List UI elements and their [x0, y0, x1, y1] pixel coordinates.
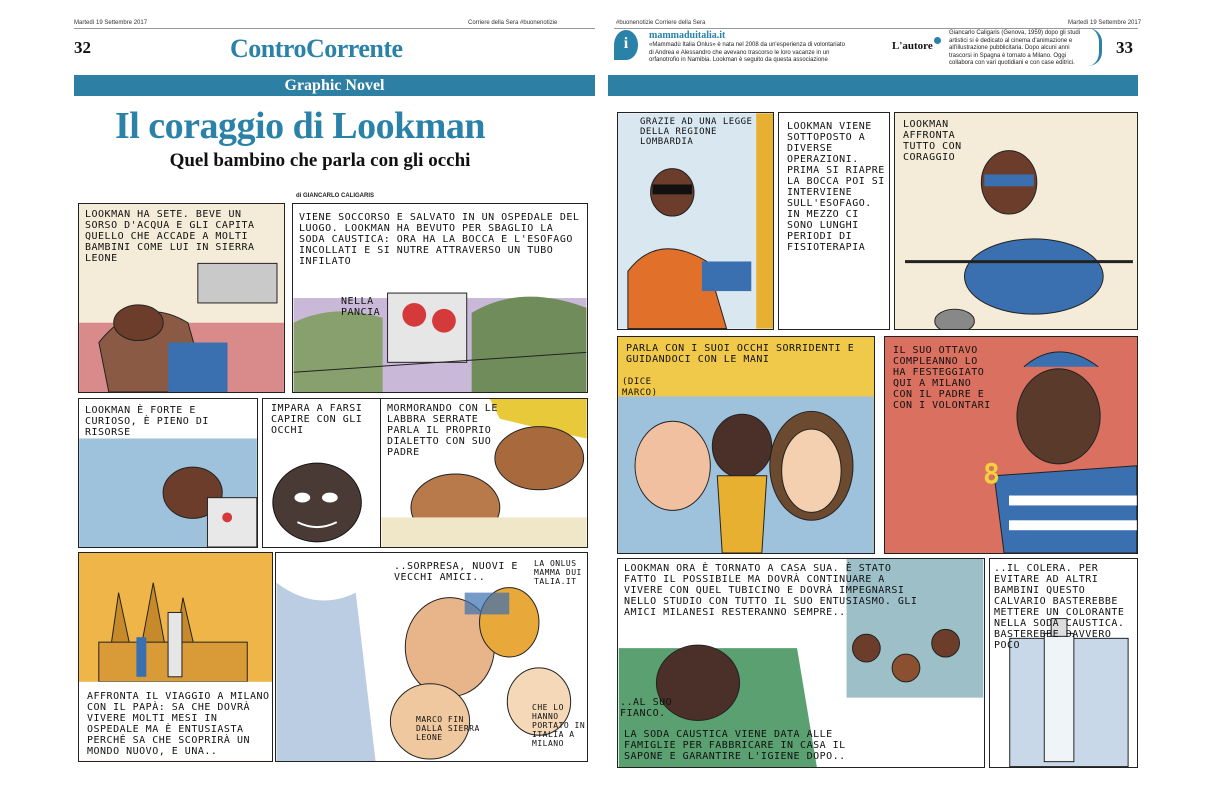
comic-panel-5	[380, 398, 588, 548]
left-running-head: Corriere della Sera #buonenotizie	[468, 20, 558, 26]
caption-panel-2: VIENE SOCCORSO E SALVATO IN UN OSPEDALE DEL LUOGO. LOOKMAN HA BEVUTO PER SBAGLIO LA SODA CAUSTICA: ORA HA LA BOCCA E L'ESOFAGO INCOLLATI E SI NUTRE ATTRAVERSO UN TUBO INFILATO	[299, 212, 580, 267]
author-text: Giancarlo Caligaris (Genova, 1959) dopo gli studi artistici si è dedicato al cinema d'animazione e all'illustrazione pubblicitaria. Dopo alcuni anni trascorsi in Spagna è tornato a Milano. Oggi collabora con vari quotidiani e con case editrici.	[949, 30, 1081, 66]
headline: Il coraggio di Lookman	[114, 105, 486, 147]
caption-panel-7d: CHE LO HANNO PORTATO IN ITALIA A MILANO	[532, 703, 586, 748]
caption-panel-r6c: LA SODA CAUSTICA VIENE DATA ALLE FAMIGLIE PER FABBRICARE IN CASA IL SAPONE E GARANTIRE L'IGIENE DOPO..	[624, 729, 846, 762]
kicker-bar	[74, 75, 595, 96]
comic-panel-r2	[778, 112, 890, 330]
comic-panel-r4	[617, 336, 875, 554]
bracket-decoration	[1088, 28, 1102, 66]
comic-panel-r5	[884, 336, 1138, 554]
comic-panel-7	[275, 552, 588, 762]
kicker: Graphic Novel	[284, 77, 385, 94]
caption-panel-7a: ..SORPRESA, NUOVI E VECCHI AMICI..	[394, 561, 518, 583]
caption-panel-1: LOOKMAN HA SETE. BEVE UN SORSO D'ACQUA E GLI CAPITA QUELLO CHE ACCADE A MOLTI BAMBINI COME LUI IN SIERRA LEONE	[85, 209, 255, 264]
right-page-number: 33	[1116, 38, 1133, 57]
caption-panel-7b: LA ONLUS MAMMA DUI TALIA.IT	[534, 559, 582, 586]
info-text: «Mammadù Italia Onlus» è nata nel 2008 da un'esperienza di volontariato di Andrea e Alessandro che avevano trascorso le loro vacanze in un orfanotrofio in Namibia. Lookman è seguito da questa associazione	[649, 42, 845, 63]
caption-panel-2b: NELLA PANCIA	[341, 296, 381, 318]
left-date: Martedì 19 Settembre 2017	[74, 20, 148, 26]
caption-panel-r6: LOOKMAN ORA È TORNATO A CASA SUA. È STATO FATTO IL POSSIBILE MA DOVRÀ CONTINUARE A VIVERE CON QUEL TUBICINO E DOVRÀ IMPEGNARSI NELLO STUDIO CON TUTTO IL SUO ENTUSIASMO. GLI AMICI MILANESI RESTERANNO SEMPRE..	[624, 563, 918, 618]
caption-panel-r1: GRAZIE AD UNA LEGGE DELLA REGIONE LOMBARDIA	[640, 117, 753, 147]
caption-panel-r3: LOOKMAN AFFRONTA TUTTO CON CORAGGIO	[903, 119, 962, 163]
panel-r4-illustration	[618, 337, 874, 553]
caption-panel-r4: PARLA CON I SUOI OCCHI SORRIDENTI E GUIDANDOCI CON LE MANI	[626, 343, 855, 365]
right-running-head: #buonenotizie Corriere della Sera	[616, 20, 706, 26]
left-page-number: 32	[74, 38, 91, 57]
comic-panel-r3	[894, 112, 1138, 330]
comic-panel-r7	[989, 558, 1138, 768]
comic-panel-2	[292, 203, 588, 393]
info-site: mammaduitalia.it	[649, 30, 726, 41]
subheadline: Quel bambino che parla con gli occhi	[169, 150, 471, 171]
right-bar	[608, 75, 1138, 96]
author-dot-icon	[934, 37, 941, 44]
section-title: ControCorrente	[230, 34, 403, 63]
comic-panel-6	[78, 552, 273, 762]
right-date: Martedì 19 Settembre 2017	[1068, 20, 1142, 26]
comic-panel-3	[78, 398, 258, 548]
caption-panel-r4b: (DICE MARCO)	[622, 377, 658, 398]
left-page	[0, 0, 606, 791]
caption-panel-4: IMPARA A FARSI CAPIRE CON GLI OCCHI	[271, 403, 363, 436]
author-label: L'autore	[892, 40, 933, 52]
caption-panel-6: AFFRONTA IL VIAGGIO A MILANO CON IL PAPÀ: SA CHE DOVRÀ VIVERE MOLTI MESI IN OSPEDALE MA È ENTUSIASTA PERCHÉ SA CHE SCOPRIRÀ UN MONDO NUOVO, E UNA..	[87, 691, 270, 757]
info-icon: i	[614, 30, 638, 60]
candle-eight: 8	[983, 457, 1001, 490]
caption-panel-r5: IL SUO OTTAVO COMPLEANNO LO HA FESTEGGIATO QUI A MILANO CON IL PADRE E CON I VOLONTARI	[893, 345, 991, 411]
comic-panel-r6	[617, 558, 985, 768]
right-top-rule	[614, 28, 1138, 29]
comic-panel-r1	[617, 112, 774, 330]
comic-panel-1	[78, 203, 285, 393]
left-top-rule	[74, 28, 595, 29]
caption-panel-r7: ..IL COLERA. PER EVITARE AD ALTRI BAMBINI QUESTO CALVARIO BASTEREBBE METTERE UN COLORANTE NELLA SODA CAUSTICA. BASTEREBBE DAVVERO POCO	[994, 563, 1125, 651]
caption-panel-3: LOOKMAN È FORTE E CURIOSO, È PIENO DI RISORSE	[85, 405, 209, 438]
caption-panel-r6b: ..AL SUO FIANCO.	[620, 697, 673, 719]
caption-panel-7c: MARCO FIN DALLA SIERRA LEONE	[416, 715, 480, 742]
comic-panel-4	[262, 398, 382, 548]
byline: di GIANCARLO CALIGARIS	[296, 193, 374, 199]
caption-panel-r2: LOOKMAN VIENE SOTTOPOSTO A DIVERSE OPERAZIONI. PRIMA SI RIAPRE LA BOCCA POI SI INTERVIENE SULL'ESOFAGO. IN MEZZO CI SONO LUNGHI PERIODI DI FISIOTERAPIA	[787, 121, 885, 253]
caption-panel-5: MORMORANDO CON LE LABBRA SERRATE PARLA IL PROPRIO DIALETTO CON SUO PADRE	[387, 403, 498, 458]
